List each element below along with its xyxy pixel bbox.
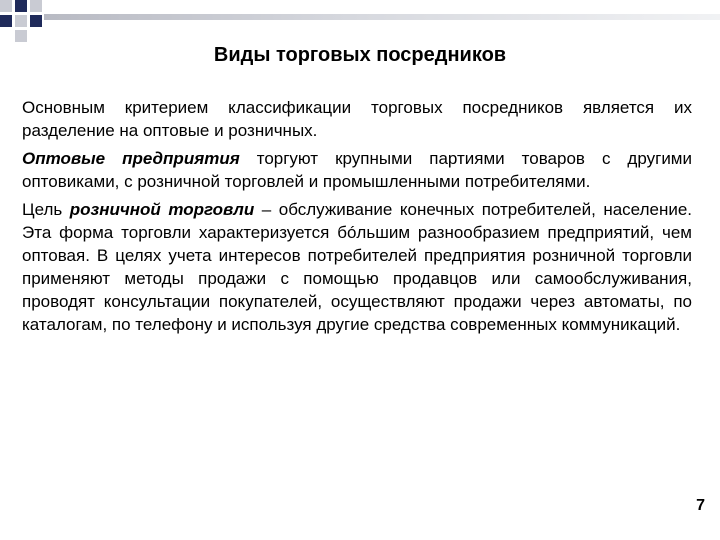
decor-square	[15, 30, 27, 42]
wholesale-text: торгуют крупными партиями товаров с другими оптовиками, с розничной торговлей и промышленными потребителями.	[22, 149, 692, 191]
header-band	[44, 14, 720, 20]
page-number: 7	[696, 497, 705, 514]
term-retail: розничной торговли	[69, 200, 255, 219]
decor-square	[15, 15, 27, 27]
retail-text: – обслуживание конечных потребителей, население. Эта форма торговли характеризуется бóльшим разнообразием предприятий, чем оптовая. В целях учета интересов потребителей предприятия розничной торговли применяют методы продажи с помощью продавцов или самообслуживания, проводят консультации покупателей, осуществляют продажи через автоматы, по каталогам, по телефону и используя другие средства современных коммуникаций.	[22, 200, 693, 334]
decor-square	[0, 15, 12, 27]
decor-square	[30, 0, 42, 12]
paragraph-criterion: Основным критерием классификации торговых посредников является их разделение на оптовые и розничных.	[22, 98, 692, 140]
term-wholesale: Оптовые предприятия	[22, 149, 240, 168]
corner-decoration	[0, 0, 44, 44]
decor-square	[15, 0, 27, 12]
decor-square	[0, 0, 12, 12]
retail-prefix: Цель	[22, 200, 70, 219]
decor-square	[30, 15, 42, 27]
paragraph-retail	[22, 198, 692, 336]
slide-body	[22, 96, 692, 341]
slide-title: Виды торговых посредников	[213, 44, 507, 66]
paragraph-wholesale	[22, 147, 692, 193]
